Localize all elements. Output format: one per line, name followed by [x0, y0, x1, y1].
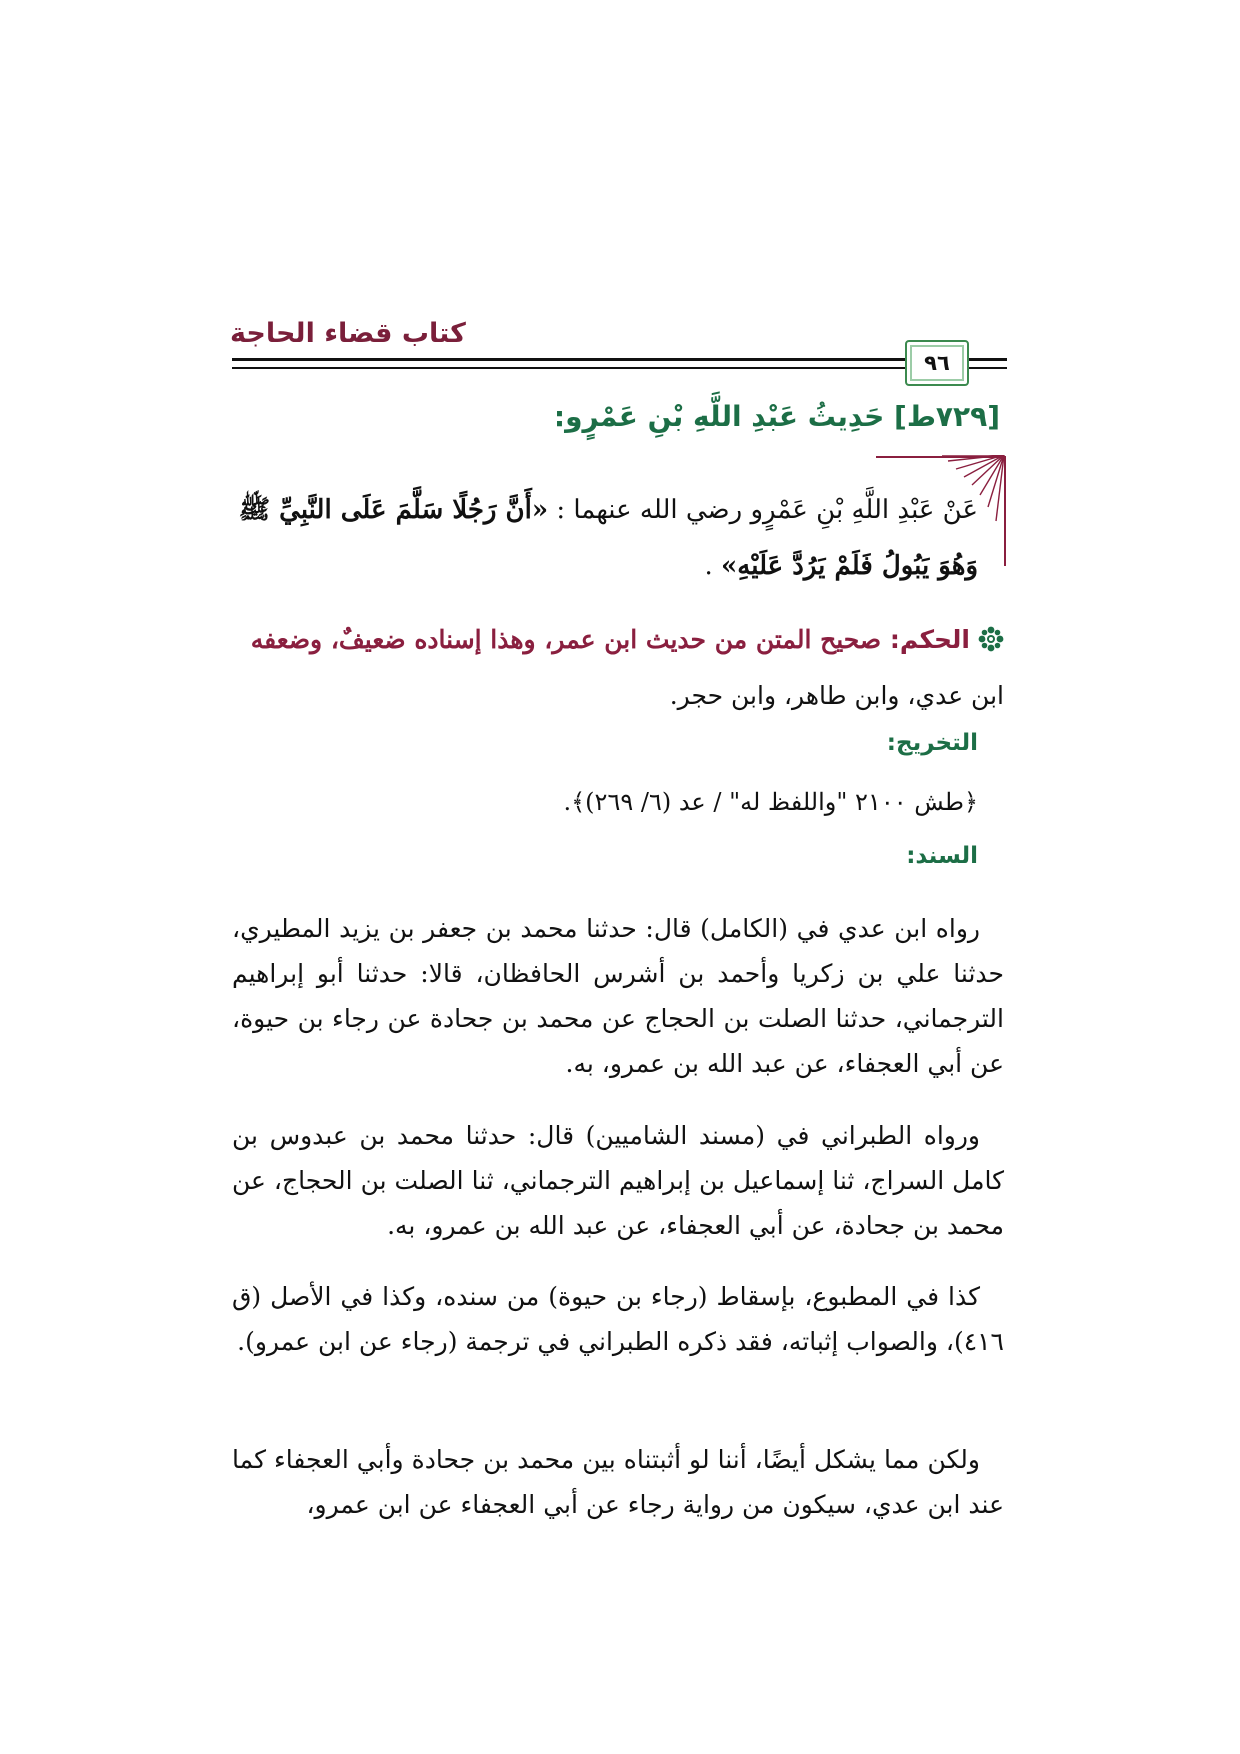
sanad-paragraph-4: ولكن مما يشكل أيضًا، أننا لو أثبتناه بين محمد بن جحادة وأبي العجفاء كما عند ابن عدي، سيكون من رواية رجاء عن أبي العجفاء عن ابن عمرو، [232, 1445, 1004, 1519]
hadith-title: [٧٢٩ط] حَدِيثُ عَبْدِ اللَّهِ بْنِ عَمْرٍو: [553, 400, 1000, 433]
ruling-judgement: صحيح المتن من حديث ابن عمر، وهذا إسناده ضعيفٌ، وضعفه [250, 625, 882, 654]
header-rule [232, 358, 1007, 361]
hadith-matn [228, 482, 978, 594]
matn-top-rule [876, 456, 1006, 458]
takhrij-reference: ﴿طش ٢١٠٠ "واللفظ له" / عد (٦/ ٢٦٩)﴾. [563, 788, 978, 816]
flower-ornament-icon [978, 626, 1004, 652]
sanad-heading: السند: [906, 843, 978, 869]
page-number: ٩٦ [924, 351, 950, 375]
sanad-paragraph-2: ورواه الطبراني في (مسند الشاميين) قال: حدثنا محمد بن عبدوس بن كامل السراج، ثنا إسماعيل بن إبراهيم الترجماني، ثنا الصلت بن الحجاج، عن محمد بن جحادة، عن أبي العجفاء، عن عبد الله بن عمرو، به. [232, 1121, 1004, 1240]
book-title: كتاب قضاء الحاجة [230, 318, 466, 349]
takhrij-heading: التخريج: [886, 730, 978, 756]
matn-side-rule [1004, 456, 1006, 566]
header-rule-second [232, 367, 1007, 369]
ruling-paragraph [232, 612, 1004, 724]
page-number-badge [905, 340, 969, 386]
matn-intro: عَنْ عَبْدِ اللَّهِ بْنِ عَمْرٍو رضي الله عنهما : [548, 495, 978, 525]
ruling-continuation: ابن عدي، وابن طاهر، وابن حجر. [669, 681, 1004, 710]
sanad-paragraph-3: كذا في المطبوع، بإسقاط (رجاء بن حيوة) من سنده، وكذا في الأصل (ق ٤١٦)، والصواب إثباته، فقد ذكره الطبراني في ترجمة (رجاء عن ابن عمرو). [232, 1282, 1004, 1356]
ruling-label: الحكم: [881, 625, 970, 654]
sanad-paragraph-1: رواه ابن عدي في (الكامل) قال: حدثنا محمد بن جعفر بن يزيد المطيري، حدثنا علي بن زكريا وأحمد بن أشرس الحافظان، قالا: حدثنا أبو إبراهيم الترجماني، حدثنا الصلت بن الحجاج عن محمد بن جحادة عن رجاء بن حيوة، عن أبي العجفاء، عن عبد الله بن عمرو، به. [232, 914, 1004, 1078]
matn-end: . [704, 551, 722, 581]
matn-body: «أَنَّ رَجُلًا سَلَّمَ عَلَى النَّبِيِّ ﷺ وَهُوَ يَبُولُ فَلَمْ يَرُدَّ عَلَيْهِ» [238, 495, 978, 581]
